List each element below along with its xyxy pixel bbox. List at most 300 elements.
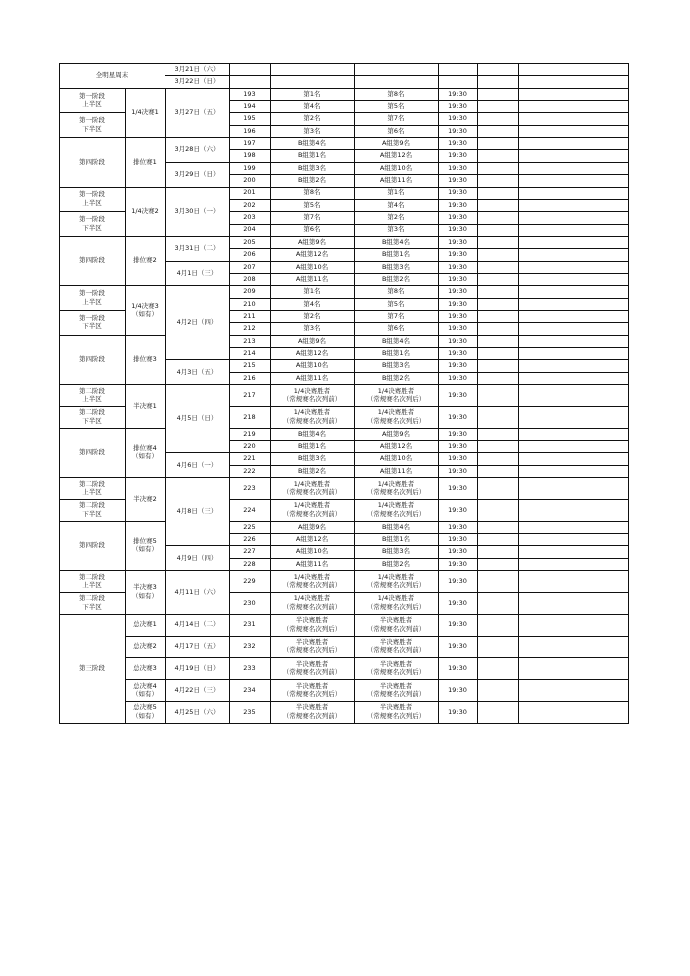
away-team-cell: A组第12名	[379, 442, 413, 451]
table-rule	[518, 273, 629, 274]
table-rule	[354, 592, 439, 593]
stage-cell: 第一阶段 下半区	[79, 313, 105, 331]
table-rule	[229, 248, 271, 249]
table-rule	[354, 174, 439, 175]
time-cell: 19:30	[448, 274, 467, 283]
table-rule	[125, 657, 166, 658]
table-rule	[477, 558, 519, 559]
table-rule	[270, 347, 355, 348]
table-rule	[165, 137, 230, 138]
table-rule	[438, 162, 478, 163]
table-rule	[518, 322, 629, 323]
table-rule	[270, 224, 355, 225]
table-rule	[477, 211, 519, 212]
away-team-cell: 第1名	[387, 188, 405, 197]
time-cell: 19:30	[448, 535, 467, 544]
table-rule	[59, 614, 126, 615]
game-no-cell: 214	[243, 349, 256, 358]
table-rule	[354, 187, 439, 188]
table-rule	[354, 285, 439, 286]
game-no-cell: 206	[243, 250, 256, 259]
table-rule	[477, 657, 519, 658]
table-rule	[438, 310, 478, 311]
time-cell: 19:30	[448, 663, 467, 672]
table-rule	[438, 224, 478, 225]
away-team-cell: A组第10名	[379, 163, 413, 172]
round-cell: 总决赛5 （如有）	[132, 703, 158, 720]
time-cell: 19:30	[448, 598, 467, 607]
table-rule	[229, 359, 271, 360]
table-rule	[229, 521, 271, 522]
table-rule	[438, 477, 478, 478]
table-rule	[518, 125, 629, 126]
table-rule	[518, 558, 629, 559]
table-rule	[165, 614, 230, 615]
table-rule	[354, 477, 439, 478]
table-rule	[59, 285, 126, 286]
table-rule	[229, 236, 271, 237]
home-team-cell: 半决赛胜者 （常规赛名次列前）	[282, 659, 342, 677]
away-team-cell: B组第2名	[381, 559, 411, 568]
table-rule	[229, 545, 271, 546]
table-rule	[229, 335, 271, 336]
home-team-cell: 半决赛胜者 （常规赛名次列后）	[282, 681, 342, 698]
table-rule	[165, 545, 230, 546]
table-rule	[229, 224, 271, 225]
stage-cell: 第四阶段	[79, 448, 105, 457]
round-cell: 排位赛2	[133, 256, 157, 265]
game-no-cell: 217	[243, 390, 256, 399]
table-rule	[229, 187, 271, 188]
table-rule	[59, 112, 126, 113]
table-rule	[438, 521, 478, 522]
time-cell: 19:30	[448, 412, 467, 421]
table-rule	[477, 384, 519, 385]
time-cell: 19:30	[448, 505, 467, 514]
table-rule	[229, 199, 271, 200]
table-rule	[229, 100, 271, 101]
table-rule	[270, 162, 355, 163]
table-rule	[354, 310, 439, 311]
table-rule	[518, 224, 629, 225]
table-rule	[438, 384, 478, 385]
round-cell: 1/4决赛2	[131, 206, 159, 215]
table-rule	[165, 679, 230, 680]
game-no-cell: 200	[243, 176, 256, 185]
game-no-cell: 229	[243, 576, 256, 585]
date-cell: 4月3日（五）	[176, 367, 218, 376]
away-team-cell: B组第1名	[381, 535, 411, 544]
table-rule	[229, 298, 271, 299]
away-team-cell: 第7名	[387, 114, 405, 123]
stage-cell: 第三阶段	[79, 663, 105, 672]
home-team-cell: 半决赛胜者 （常规赛名次列后）	[282, 616, 342, 633]
game-no-cell: 203	[243, 213, 256, 222]
date-cell: 3月22日（日）	[174, 77, 220, 86]
date-cell: 4月14日（二）	[174, 620, 220, 629]
table-rule	[354, 211, 439, 212]
home-team-cell: 半决赛胜者 （常规赛名次列前）	[282, 703, 342, 720]
table-rule	[354, 521, 439, 522]
home-team-cell: 1/4决赛胜者 （常规赛名次列前）	[282, 408, 342, 425]
table-rule	[354, 440, 439, 441]
away-team-cell: 半决赛胜者 （常规赛名次列后）	[366, 703, 426, 720]
table-rule	[165, 261, 230, 262]
table-rule	[270, 261, 355, 262]
away-team-cell: 第4名	[387, 200, 405, 209]
table-rule	[518, 636, 629, 637]
table-rule	[477, 88, 519, 89]
table-rule	[270, 236, 355, 237]
table-rule	[270, 372, 355, 373]
round-cell: 1/4决赛3 （如有）	[131, 301, 159, 318]
date-cell: 4月1日（三）	[176, 268, 218, 277]
table-rule	[438, 285, 478, 286]
home-team-cell: A组第12名	[295, 349, 329, 358]
stage-cell: 全明星周末	[95, 71, 129, 80]
table-rule	[125, 384, 166, 385]
date-cell: 4月22日（三）	[174, 685, 220, 694]
table-rule	[270, 406, 355, 407]
table-rule	[270, 100, 355, 101]
stage-cell: 第四阶段	[79, 541, 105, 550]
table-rule	[354, 112, 439, 113]
away-team-cell: B组第4名	[381, 522, 411, 531]
table-rule	[270, 545, 355, 546]
table-rule	[518, 440, 629, 441]
round-cell: 半决赛1	[133, 401, 157, 410]
table-rule	[165, 477, 230, 478]
table-rule	[59, 88, 126, 89]
table-rule	[354, 199, 439, 200]
stage-cell: 第一阶段 上半区	[79, 91, 105, 109]
time-cell: 19:30	[448, 114, 467, 123]
stage-cell: 第四阶段	[79, 256, 105, 265]
table-rule	[354, 335, 439, 336]
table-rule	[438, 657, 478, 658]
away-team-cell: A组第11名	[379, 466, 413, 475]
table-rule	[438, 701, 478, 702]
game-no-cell: 219	[243, 429, 256, 438]
away-team-cell: B组第1名	[381, 349, 411, 358]
home-team-cell: 第2名	[303, 311, 321, 320]
table-rule	[270, 428, 355, 429]
table-rule	[354, 224, 439, 225]
table-rule	[354, 273, 439, 274]
table-rule	[229, 162, 271, 163]
table-rule	[477, 440, 519, 441]
round-cell: 总决赛3	[133, 663, 157, 672]
time-cell: 19:30	[448, 620, 467, 629]
table-rule	[270, 137, 355, 138]
table-rule	[518, 570, 629, 571]
table-rule	[438, 112, 478, 113]
table-rule	[518, 347, 629, 348]
table-rule	[59, 723, 628, 724]
table-rule	[477, 347, 519, 348]
time-cell: 19:30	[448, 237, 467, 246]
table-rule	[438, 273, 478, 274]
table-rule	[229, 465, 271, 466]
date-cell: 4月9日（四）	[176, 553, 218, 562]
table-rule	[229, 679, 271, 680]
table-rule	[229, 125, 271, 126]
round-cell: 半决赛3 （如有）	[132, 583, 158, 600]
table-rule	[518, 477, 629, 478]
table-rule	[165, 88, 166, 723]
table-rule	[518, 679, 629, 680]
stage-cell: 第二阶段 上半区	[79, 386, 105, 403]
table-rule	[270, 657, 355, 658]
table-rule	[165, 384, 230, 385]
table-rule	[477, 273, 519, 274]
table-rule	[518, 199, 629, 200]
table-rule	[477, 199, 519, 200]
table-rule	[229, 406, 271, 407]
round-cell: 半决赛2	[133, 494, 157, 503]
away-team-cell: A组第9名	[381, 139, 411, 148]
table-rule	[438, 545, 478, 546]
game-no-cell: 207	[243, 262, 256, 271]
table-rule	[165, 636, 230, 637]
stage-cell: 第一阶段 上半区	[79, 289, 105, 306]
table-rule	[518, 310, 629, 311]
home-team-cell: A组第11名	[295, 274, 329, 283]
home-team-cell: A组第12名	[295, 535, 329, 544]
table-rule	[229, 273, 271, 274]
table-rule	[477, 174, 519, 175]
away-team-cell: 第6名	[387, 324, 405, 333]
table-rule	[354, 701, 439, 702]
table-rule	[59, 592, 126, 593]
table-rule	[165, 285, 230, 286]
table-rule	[229, 499, 271, 500]
game-no-cell: 199	[243, 163, 256, 172]
table-rule	[354, 248, 439, 249]
away-team-cell: 半决赛胜者 （常规赛名次列前）	[366, 616, 426, 633]
table-rule	[270, 359, 355, 360]
table-rule	[438, 261, 478, 262]
home-team-cell: B组第4名	[297, 429, 327, 438]
table-rule	[270, 521, 355, 522]
game-no-cell: 230	[243, 598, 256, 607]
table-rule	[354, 322, 439, 323]
table-rule	[518, 701, 629, 702]
date-cell: 4月8日（三）	[176, 507, 218, 516]
table-rule	[438, 88, 478, 89]
table-rule	[438, 335, 478, 336]
time-cell: 19:30	[448, 225, 467, 234]
table-rule	[229, 310, 271, 311]
table-rule	[518, 162, 629, 163]
away-team-cell: 第6名	[387, 126, 405, 135]
table-rule	[270, 477, 355, 478]
stage-cell: 第二阶段 上半区	[79, 572, 105, 589]
table-rule	[270, 187, 355, 188]
table-rule	[518, 100, 629, 101]
table-rule	[518, 657, 629, 658]
table-rule	[125, 428, 166, 429]
table-rule	[477, 406, 519, 407]
table-rule	[518, 137, 629, 138]
table-rule	[438, 679, 478, 680]
table-rule	[59, 384, 126, 385]
home-team-cell: 第1名	[303, 89, 321, 98]
table-rule	[125, 521, 166, 522]
time-cell: 19:30	[448, 176, 467, 185]
table-rule	[59, 335, 126, 336]
home-team-cell: 1/4决赛胜者 （常规赛名次列前）	[282, 594, 342, 611]
table-rule	[518, 75, 629, 76]
table-rule	[477, 100, 519, 101]
table-rule	[270, 112, 355, 113]
table-rule	[438, 614, 478, 615]
time-cell: 19:30	[448, 311, 467, 320]
table-rule	[518, 545, 629, 546]
table-rule	[229, 440, 271, 441]
stage-cell: 第二阶段 下半区	[79, 594, 105, 611]
table-rule	[354, 452, 439, 453]
table-rule	[229, 112, 271, 113]
table-rule	[229, 174, 271, 175]
table-rule	[477, 187, 519, 188]
table-rule	[165, 657, 230, 658]
time-cell: 19:30	[448, 442, 467, 451]
table-rule	[125, 636, 166, 637]
table-rule	[59, 63, 628, 64]
table-rule	[477, 261, 519, 262]
home-team-cell: 1/4决赛胜者 （常规赛名次列前）	[282, 479, 342, 496]
home-team-cell: A组第11名	[295, 373, 329, 382]
time-cell: 19:30	[448, 349, 467, 358]
table-rule	[59, 570, 126, 571]
away-team-cell: B组第3名	[381, 547, 411, 556]
away-team-cell: B组第2名	[381, 274, 411, 283]
game-no-cell: 216	[243, 373, 256, 382]
time-cell: 19:30	[448, 466, 467, 475]
stage-cell: 第二阶段 上半区	[79, 479, 105, 496]
stage-cell: 第一阶段 上半区	[79, 190, 105, 207]
round-cell: 1/4决赛1	[131, 108, 159, 117]
away-team-cell: 第7名	[387, 311, 405, 320]
table-rule	[165, 187, 230, 188]
table-rule	[518, 452, 629, 453]
date-cell: 3月27日（五）	[174, 108, 220, 117]
table-rule	[270, 285, 355, 286]
table-rule	[354, 558, 439, 559]
home-team-cell: 第2名	[303, 114, 321, 123]
table-rule	[477, 137, 519, 138]
table-rule	[438, 440, 478, 441]
table-rule	[354, 636, 439, 637]
away-team-cell: 第8名	[387, 287, 405, 296]
table-rule	[438, 636, 478, 637]
table-rule	[354, 406, 439, 407]
table-rule	[59, 310, 126, 311]
table-rule	[229, 592, 271, 593]
round-cell: 排位赛5 （如有）	[132, 536, 158, 554]
home-team-cell: 第4名	[303, 299, 321, 308]
table-rule	[59, 428, 126, 429]
table-rule	[438, 137, 478, 138]
time-cell: 19:30	[448, 522, 467, 531]
game-no-cell: 202	[243, 200, 256, 209]
table-rule	[477, 614, 519, 615]
away-team-cell: 1/4决赛胜者 （常规赛名次列后）	[366, 572, 426, 589]
table-rule	[270, 636, 355, 637]
away-team-cell: A组第9名	[381, 429, 411, 438]
date-cell: 4月5日（日）	[176, 414, 218, 423]
table-rule	[270, 570, 355, 571]
table-rule	[165, 359, 230, 360]
table-rule	[477, 298, 519, 299]
home-team-cell: A组第11名	[295, 559, 329, 568]
game-no-cell: 198	[243, 151, 256, 160]
table-rule	[229, 636, 271, 637]
table-rule	[518, 335, 629, 336]
time-cell: 19:30	[448, 483, 467, 492]
game-no-cell: 196	[243, 126, 256, 135]
stage-cell: 第四阶段	[79, 157, 105, 166]
away-team-cell: 1/4决赛胜者 （常规赛名次列后）	[366, 501, 426, 518]
home-team-cell: B组第1名	[297, 442, 327, 451]
table-rule	[229, 570, 271, 571]
table-rule	[354, 428, 439, 429]
game-no-cell: 213	[243, 336, 256, 345]
table-rule	[438, 592, 478, 593]
home-team-cell: 第5名	[303, 200, 321, 209]
table-rule	[229, 701, 271, 702]
round-cell: 排位赛1	[133, 157, 157, 166]
table-rule	[477, 477, 519, 478]
table-rule	[59, 211, 126, 212]
stage-cell: 第二阶段 下半区	[79, 501, 105, 518]
table-rule	[438, 359, 478, 360]
table-rule	[438, 428, 478, 429]
home-team-cell: 半决赛胜者 （常规赛名次列后）	[282, 637, 342, 655]
table-rule	[477, 701, 519, 702]
stage-cell: 第一阶段 下半区	[79, 215, 105, 232]
table-rule	[438, 499, 478, 500]
table-rule	[59, 137, 126, 138]
game-no-cell: 194	[243, 101, 256, 110]
table-rule	[270, 298, 355, 299]
table-rule	[125, 285, 166, 286]
home-team-cell: B组第2名	[297, 466, 327, 475]
table-rule	[354, 347, 439, 348]
time-cell: 19:30	[448, 287, 467, 296]
table-rule	[270, 149, 355, 150]
home-team-cell: A组第10名	[295, 262, 329, 271]
game-no-cell: 228	[243, 559, 256, 568]
table-rule	[354, 465, 439, 466]
away-team-cell: 半决赛胜者 （常规赛名次列前）	[366, 637, 426, 655]
table-rule	[438, 100, 478, 101]
away-team-cell: B组第3名	[381, 361, 411, 370]
table-rule	[354, 657, 439, 658]
table-rule	[518, 499, 629, 500]
home-team-cell: A组第9名	[297, 336, 327, 345]
round-cell: 总决赛4 （如有）	[132, 681, 158, 698]
table-rule	[477, 224, 519, 225]
home-team-cell: 第8名	[303, 188, 321, 197]
table-rule	[518, 521, 629, 522]
table-rule	[477, 75, 519, 76]
home-team-cell: A组第9名	[297, 237, 327, 246]
game-no-cell: 218	[243, 412, 256, 421]
table-rule	[270, 533, 355, 534]
table-rule	[354, 298, 439, 299]
